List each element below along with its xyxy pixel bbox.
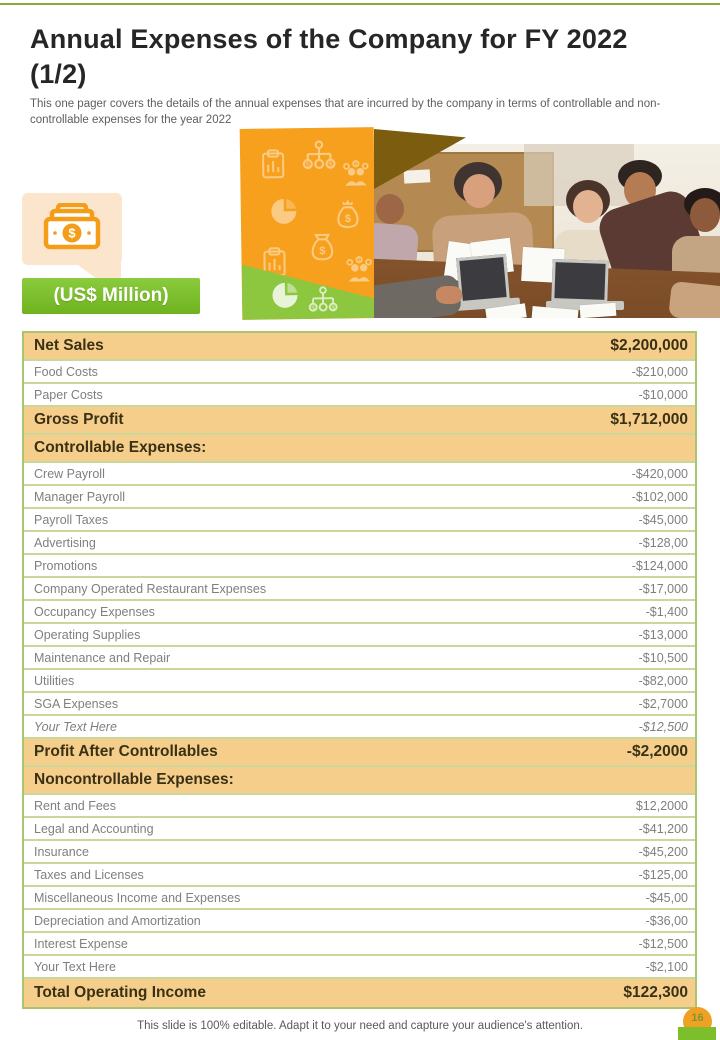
paper xyxy=(580,303,617,318)
row-value: -$102,000 xyxy=(631,489,688,504)
row-label: Depreciation and Amortization xyxy=(34,913,201,928)
table-row xyxy=(24,716,695,739)
person xyxy=(463,174,495,208)
footer-note: This slide is 100% editable. Adapt it to your need and capture your audience's attention. xyxy=(137,1020,583,1032)
row-label: Net Sales xyxy=(34,337,104,354)
table-row xyxy=(24,601,695,624)
row-value: -$41,200 xyxy=(638,821,688,836)
row-label: Gross Profit xyxy=(34,411,124,428)
row-label: Maintenance and Repair xyxy=(34,650,171,665)
pie-chart-icon xyxy=(270,280,300,310)
row-label: Taxes and Licenses xyxy=(34,867,144,882)
table-row xyxy=(24,693,695,716)
row-value: -$17,000 xyxy=(638,581,688,596)
row-value: -$210,000 xyxy=(631,364,688,379)
row-label: Payroll Taxes xyxy=(34,512,109,527)
row-label: Paper Costs xyxy=(34,387,103,402)
row-value: $12,2000 xyxy=(635,798,688,813)
row-label: Insurance xyxy=(34,844,89,859)
org-chart-money-icon xyxy=(302,140,336,174)
row-label: Advertising xyxy=(34,535,96,550)
table-row xyxy=(24,384,695,407)
row-value: -$36,00 xyxy=(645,913,688,928)
row-value: -$45,200 xyxy=(638,844,688,859)
table-row xyxy=(24,532,695,555)
row-value: -$12,500 xyxy=(638,936,688,951)
row-value: $122,300 xyxy=(623,984,688,1001)
row-value: -$45,00 xyxy=(645,890,688,905)
table-row xyxy=(24,463,695,486)
page-number: 16 xyxy=(691,1012,704,1024)
team-photo xyxy=(374,144,720,318)
row-value: -$128,00 xyxy=(638,535,688,550)
row-label: Manager Payroll xyxy=(34,489,126,504)
row-value: -$12,500 xyxy=(638,719,688,734)
row-value: -$10,000 xyxy=(638,387,688,402)
table-row xyxy=(24,407,695,435)
pie-chart-icon xyxy=(269,196,299,226)
page-badge-base xyxy=(678,1027,716,1040)
row-label: Crew Payroll xyxy=(34,466,105,481)
svg-text:$: $ xyxy=(68,225,76,240)
table-row xyxy=(24,933,695,956)
table-row xyxy=(24,910,695,933)
top-divider-line xyxy=(0,3,720,5)
row-value: -$125,00 xyxy=(638,867,688,882)
decorative-icon-panel xyxy=(240,127,377,320)
table-row xyxy=(24,486,695,509)
row-label: Utilities xyxy=(34,673,75,688)
laptop xyxy=(456,254,510,304)
unit-label-badge: (US$ Million) xyxy=(22,278,200,314)
table-row xyxy=(24,767,695,795)
org-chart-money-icon xyxy=(308,286,338,316)
table-row xyxy=(24,795,695,818)
team-coins-icon xyxy=(340,159,370,189)
row-label: Profit After Controllables xyxy=(34,743,218,760)
row-label: Noncontrollable Expenses: xyxy=(34,771,234,788)
table-row xyxy=(24,818,695,841)
row-value: -$10,500 xyxy=(638,650,688,665)
row-value: -$1,400 xyxy=(645,604,688,619)
person-hand xyxy=(436,286,462,304)
money-speech-bubble xyxy=(22,193,122,265)
row-label: Rent and Fees xyxy=(34,798,116,813)
page-title: Annual Expenses of the Company for FY 2022 (1/2) xyxy=(30,24,628,89)
table-row xyxy=(24,739,695,767)
row-value: -$124,000 xyxy=(631,558,688,573)
table-row xyxy=(24,509,695,532)
table-row xyxy=(24,979,695,1007)
team-coins-icon xyxy=(343,255,373,285)
row-label: Legal and Accounting xyxy=(34,821,154,836)
person-arm xyxy=(668,281,720,318)
row-label: Interest Expense xyxy=(34,936,128,951)
laptop xyxy=(551,259,608,303)
row-label: Company Operated Restaurant Expenses xyxy=(34,581,267,596)
table-row xyxy=(24,578,695,601)
row-label: Controllable Expenses: xyxy=(34,439,207,456)
table-row xyxy=(24,647,695,670)
expense-table xyxy=(22,331,697,1009)
money-bag-icon xyxy=(307,232,337,262)
row-value: -$45,000 xyxy=(638,512,688,527)
person xyxy=(376,194,404,224)
table-row xyxy=(24,361,695,384)
row-value: $2,200,000 xyxy=(610,337,688,354)
person xyxy=(690,198,720,232)
banknote-stack-icon xyxy=(40,203,104,256)
row-label: Operating Supplies xyxy=(34,627,141,642)
table-row xyxy=(24,864,695,887)
table-row xyxy=(24,555,695,578)
row-value: $1,712,000 xyxy=(610,411,688,428)
row-value: -$2,7000 xyxy=(638,696,688,711)
row-label: Your Text Here xyxy=(34,719,117,734)
table-row xyxy=(24,333,695,361)
row-label: Your Text Here xyxy=(34,959,116,974)
row-value: -$82,000 xyxy=(638,673,688,688)
row-value: -$420,000 xyxy=(631,466,688,481)
row-value: -$13,000 xyxy=(638,627,688,642)
page-subtitle: This one pager covers the details of the annual expenses that are incurred by the company in terms of controllable and non-controllable expenses for the year 2022 xyxy=(30,98,661,126)
clipboard-chart-icon xyxy=(258,148,288,178)
table-row xyxy=(24,956,695,979)
row-label: Total Operating Income xyxy=(34,984,206,1001)
row-value: -$2,100 xyxy=(645,959,688,974)
row-value: -$2,2000 xyxy=(626,743,688,760)
table-row xyxy=(24,841,695,864)
table-row xyxy=(24,435,695,463)
table-row xyxy=(24,624,695,647)
person xyxy=(573,190,603,223)
row-label: Miscellaneous Income and Expenses xyxy=(34,890,241,905)
table-row xyxy=(24,887,695,910)
money-bag-crown-icon xyxy=(333,197,363,229)
row-label: Food Costs xyxy=(34,364,98,379)
table-row xyxy=(24,670,695,693)
row-label: Promotions xyxy=(34,558,98,573)
row-label: SGA Expenses xyxy=(34,696,119,711)
row-label: Occupancy Expenses xyxy=(34,604,155,619)
